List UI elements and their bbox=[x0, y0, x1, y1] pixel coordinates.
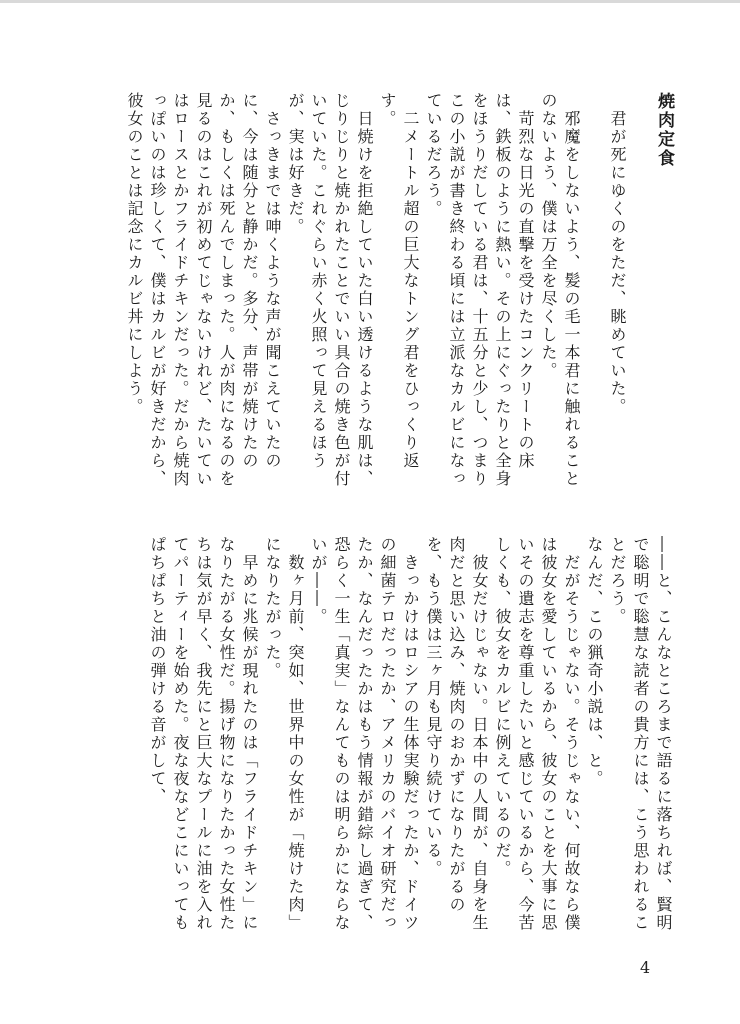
paragraph: ――と、こんなところまで語るに落ちれば、賢明で聡明で聡慧な読者の貴方には、こう思われることだろう。 bbox=[608, 536, 673, 932]
paragraph: 苛烈な日光の直撃を受けたコンクリートの床は、鉄板のように熱い。その上にぐったりと全身をほうりだしている君は、十五分と少し、つまりこの小説が書き終わる頃には立派なカルビになっているだろう。 bbox=[424, 92, 535, 488]
paragraph: 早めに兆候が現れたのは「フライドチキン」になりたがる女性だ。揚げ物になりたかった女性たちは気が早く、我先にと巨大なプールに油を入れてパーティーを始めた。夜な夜などこにいってもぱちぱちと油の弾ける音がして、 bbox=[148, 536, 259, 932]
page-top-border bbox=[0, 0, 740, 3]
bottom-text-block bbox=[130, 536, 675, 948]
paragraph: だがそうじゃない。そうじゃない、何故なら僕は彼女を愛しているから、彼女のことを大事に思いその遺志を尊重したいと感じているから、今苦しくも、彼女をカルビに例えているのだ。 bbox=[493, 536, 581, 932]
paragraph: 日焼けを拒絶していた白い透けるような肌は、じりじりと焼かれたことでいい具合の焼き色が付いていた。これぐらい赤く火照って見えるほうが、実は好きだ。 bbox=[286, 92, 374, 488]
top-text-block bbox=[125, 92, 675, 497]
paragraph: 彼女だけじゃない。日本中の人間が、自身を生肉だと思い込み、焼肉のおかずになりたがるのを、もう僕は三ヶ月も見守り続けている。 bbox=[424, 536, 489, 932]
paragraph: 君が死にゆくのをただ、眺めていた。 bbox=[608, 92, 627, 416]
paragraph: さっきまでは呻くような声が聞こえていたのに、今は随分と静かだ。多分、声帯が焼けたのか、もしくは死んでしまった。人が肉になるのを見るのはこれが初めてじゃないけれど、たいていはロースとかフライドチキンだった。だから焼肉っぽいのは珍しくて、僕はカルビが好きだから、彼女のことは記念にカルビ丼にしよう。 bbox=[125, 92, 282, 488]
paragraph bbox=[583, 92, 606, 497]
paragraph: きっかけはロシアの生体実験だったか、ドイツの細菌テロだったか、アメリカのバイオ研究だったか、なんだったかはもう情報が錯綜し過ぎて、恐らく一生「真実」なんてものは明らかにならないが――。 bbox=[309, 536, 420, 932]
paragraph: なんだ、この猟奇小説は、と。 bbox=[585, 536, 604, 788]
paragraph: 邪魔をしないよう、髪の毛一本君に触れることのないよう、僕は万全を尽くした。 bbox=[539, 92, 581, 488]
paragraph: 数ヶ月前、突如、世界中の女性が「焼けた肉」になりたがった。 bbox=[263, 536, 305, 932]
paragraph bbox=[629, 92, 652, 497]
story-title: 焼肉定食 bbox=[654, 92, 674, 168]
paragraph: 二メートル超の巨大なトング君をひっくり返す。 bbox=[378, 92, 420, 470]
page-number: 4 bbox=[640, 958, 651, 977]
